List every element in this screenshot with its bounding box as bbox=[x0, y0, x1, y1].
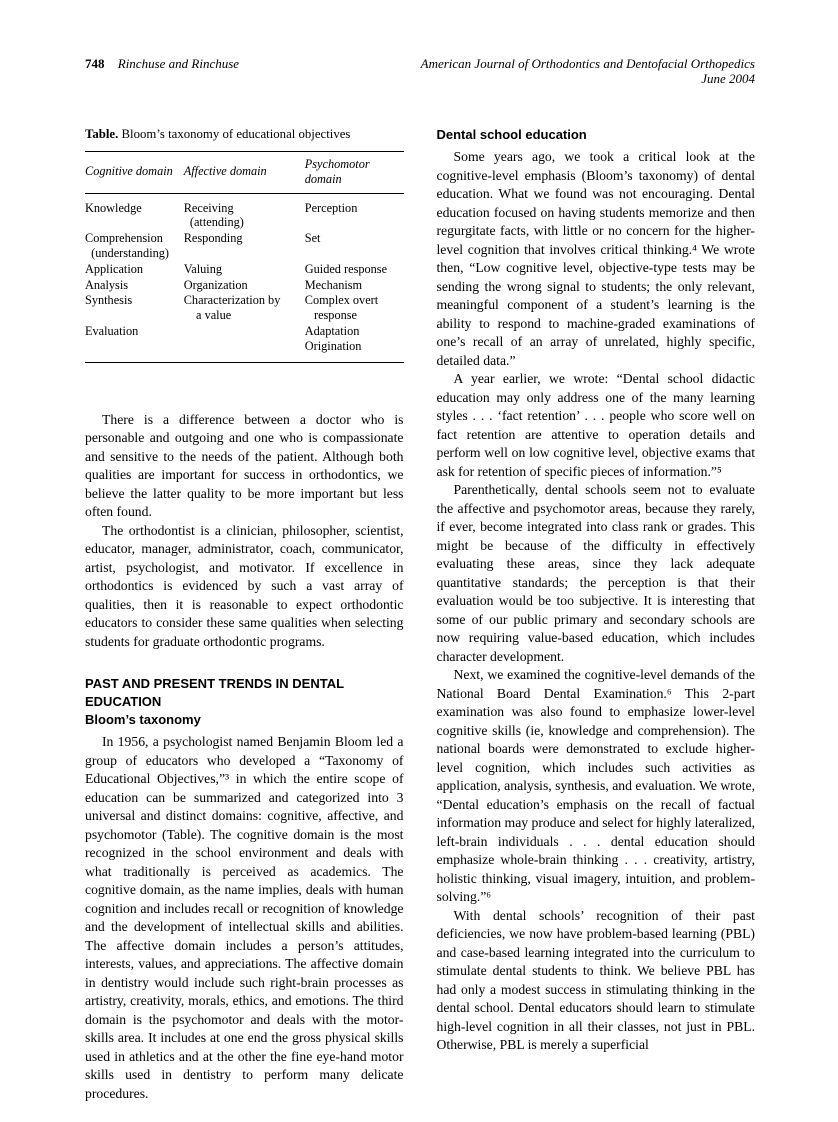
paragraph: With dental schools’ recognition of their past deficiencies, we now have problem-based learning (PBL) and case-based learning integrated into the curriculum to stimulate dental students to think. We believe PBL has had only a modest success in stimulating thinking in the dental school. Dental educators should learn to stimulate high-level cognition in all their classes, not just in PBL. Otherwise, PBL is merely a superficial bbox=[436, 907, 755, 1052]
table-cell: Synthesis bbox=[85, 293, 133, 308]
column-header-affective: Affective domain bbox=[184, 152, 305, 194]
table-cell: Mechanism bbox=[304, 277, 363, 292]
running-header-right bbox=[421, 56, 755, 86]
right-column bbox=[437, 126, 756, 1103]
subsection-heading-blooms-taxonomy: Bloom’s taxonomy bbox=[85, 712, 201, 728]
table-row bbox=[85, 293, 404, 324]
table-cell: Responding bbox=[183, 231, 243, 246]
running-header-left bbox=[85, 56, 239, 71]
table-cell: Receiving (attending) bbox=[183, 200, 244, 230]
section-heading-past-present-trends: PAST AND PRESENT TRENDS IN DENTAL EDUCATION bbox=[85, 676, 344, 710]
bloom-taxonomy-table bbox=[85, 151, 404, 363]
running-authors: Rinchuse and Rinchuse bbox=[117, 56, 240, 71]
table-cell: Guided response bbox=[304, 261, 388, 276]
table-header-row bbox=[85, 152, 404, 194]
table-caption bbox=[85, 126, 404, 142]
table-cell: Organization bbox=[183, 277, 248, 292]
paragraph: Some years ago, we took a critical look at the cognitive-level emphasis (Bloom’s taxonomy) of dental education. What we found was not encouraging. Dental education focused on having students memorize and then regurgitate facts, with little or no concern for the higher-level cognition that involves critical thinking.⁴ We wrote then, “Low cognitive level, objective-type tests may be sending the wrong signal to students; the only relevant, meaningful component of a student’s learning is the ability to respond to machine-graded examinations of one’s recall of an array of unrelated, highly specific, detailed data.” bbox=[436, 149, 755, 368]
table-row bbox=[85, 193, 404, 231]
two-column-body bbox=[85, 126, 755, 1103]
bloom-taxonomy-table-block bbox=[85, 126, 404, 363]
table-row bbox=[85, 323, 404, 362]
paragraph: A year earlier, we wrote: “Dental school didactic education may only address one of the many learning styles . . . ‘fact retention’ . . . people who score well on fact retention are attentive to operation details and perform well on low cognitive level, objective exams that ask for retention of specific pieces of information.”⁵ bbox=[436, 371, 755, 479]
paragraph: The orthodontist is a clinician, philosopher, scientist, educator, manager, administrator, coach, communicator, artist, psychologist, and motivator. If excellence in orthodontics is evidenced by such a vast array of qualities, then it is reasonable to expect orthodontic educators to consider these same qualities when selecting students for graduate orthodontic programs. bbox=[85, 522, 404, 649]
table-cell: Characterization by a value bbox=[183, 293, 281, 323]
table-cell: Complex overt response bbox=[304, 293, 379, 323]
table-cell: Comprehension (understanding) bbox=[85, 231, 170, 260]
left-column bbox=[85, 126, 404, 1103]
issue-date: June 2004 bbox=[701, 71, 755, 86]
column-header-cognitive: Cognitive domain bbox=[85, 152, 184, 194]
paragraph: There is a difference between a doctor who is personable and outgoing and one who is compassionate and sensitive to the needs of the patient. Although both qualities are important for success in orthodontics, we believe the latter quality to be more important but less often found. bbox=[85, 411, 404, 520]
subsection-heading-dental-school-education: Dental school education bbox=[436, 127, 587, 142]
paragraph: Parenthetically, dental schools seem not to evaluate the affective and psychomotor areas, because they rarely, if ever, become integrated into class rank or grades. This might be because of the difficulty in effectively evaluating these areas, since they lack adequate quantitative standards; the perception is that their evaluation would be too subjective. It is interesting that some of our public primary and secondary schools are now requiring value-based education, which includes character development. bbox=[436, 482, 755, 664]
table-cell: Evaluation bbox=[85, 323, 139, 338]
paragraph: In 1956, a psychologist named Benjamin Bloom led a group of educators who developed a “Taxonomy of Educational Objectives,”³ in which the entire scope of education can be summarized and categorized into 3 universal and distinct domains: cognitive, affective, and psychomotor (Table). The cognitive domain is the most recognized in the school environment and deals with what traditionally is perceived as academics. The cognitive domain, as the name implies, deals with human cognition and includes recall or recognition of knowledge and the development of intellectual skills and abilities. The affective domain includes a person’s attitudes, interests, values, and appreciations. The affective domain in dentistry would include such right-brain processes as artistry, creativity, morals, ethics, and emotions. The third domain is the psychomotor and deals with the motor-skills area. It includes at one end the gross physical skills used in athletics and at the other the fine eye-hand motor skills used in dentistry to perform many delicate procedures. bbox=[85, 734, 404, 1101]
table-cell: Set bbox=[304, 231, 321, 246]
table-caption-label: Table. bbox=[85, 127, 119, 141]
paragraph: Next, we examined the cognitive-level demands of the National Board Dental Examination.⁶ This 2-part examination was also found to emphasize lower-level cognitive skills (ie, knowledge and comprehension). The national boards were demonstrated to exclude higher-level cognition, which includes such activities as application, analysis, synthesis, and evaluation. We wrote, “Dental education’s emphasis on the recall of factual information may produce and select for highly lateralized, left-brain individuals . . . dental education should emphasize whole-brain thinking . . . creativity, artistry, holistic thinking, visual imagery, intuition, and problem-solving.”⁶ bbox=[436, 667, 755, 904]
table-cell: Knowledge bbox=[85, 200, 142, 215]
journal-name: American Journal of Orthodontics and Dentofacial Orthopedics bbox=[420, 56, 755, 71]
table-cell: Adaptation Origination bbox=[304, 323, 362, 353]
table-cell: Perception bbox=[304, 200, 358, 215]
table-cell: Analysis bbox=[85, 277, 129, 292]
table-cell bbox=[184, 323, 305, 362]
column-header-psychomotor: Psychomotor domain bbox=[305, 152, 404, 194]
table-row bbox=[85, 261, 404, 277]
running-header bbox=[85, 56, 755, 86]
table-cell: Application bbox=[85, 261, 144, 276]
table-row bbox=[85, 231, 404, 262]
table-row bbox=[85, 277, 404, 293]
table-caption-text: Bloom’s taxonomy of educational objectives bbox=[121, 127, 351, 141]
page-number: 748 bbox=[85, 56, 105, 71]
table-cell: Valuing bbox=[183, 261, 222, 276]
